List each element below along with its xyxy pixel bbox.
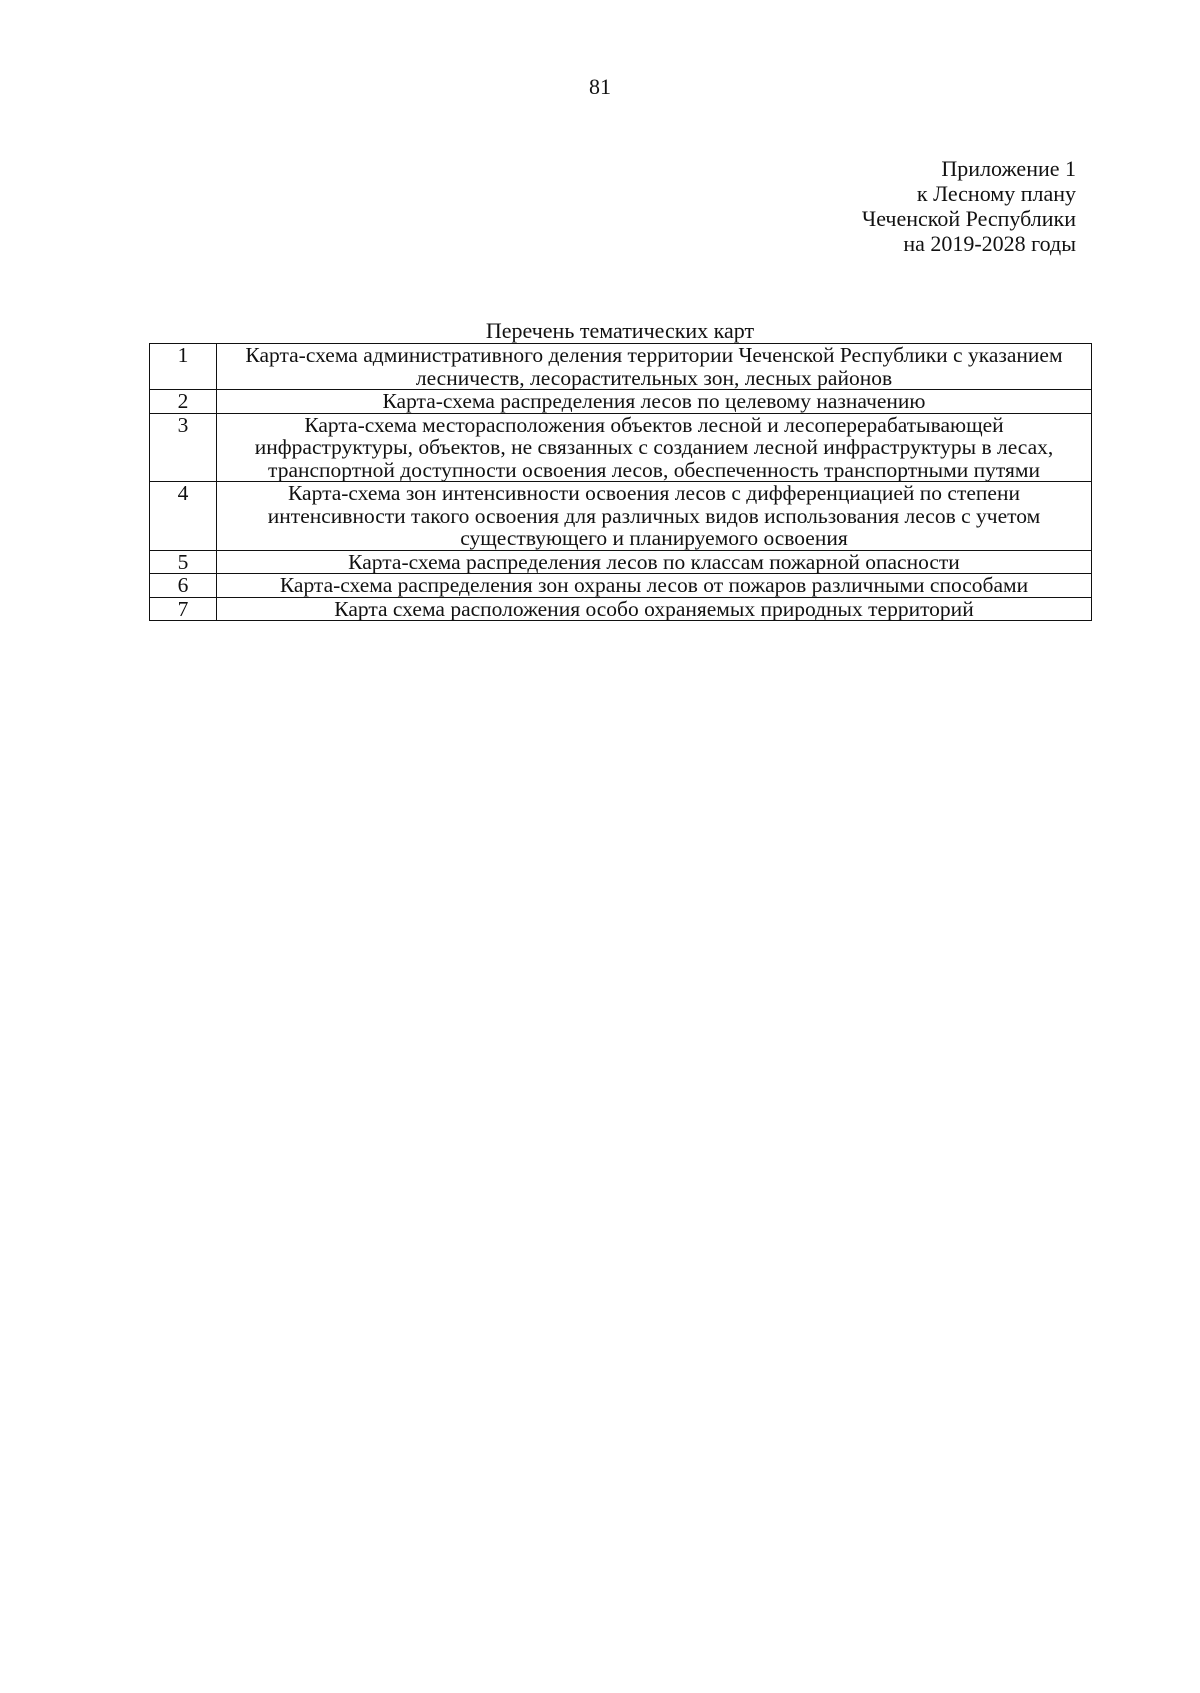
row-number: 4	[150, 482, 217, 551]
row-description: Карта-схема распределения зон охраны лесов от пожаров различными способами	[217, 574, 1092, 598]
table-row	[150, 574, 1092, 598]
row-description: Карта-схема месторасположения объектов лесной и лесоперерабатывающей инфраструктуры, объектов, не связанных с созданием лесной инфраструктуры в лесах, транспортной доступности освоения лесов, обеспеченность транспортными путями	[217, 413, 1092, 482]
appendix-line-4: на 2019-2028 годы	[903, 231, 1076, 256]
appendix-header	[862, 156, 1076, 256]
row-description: Карта-схема распределения лесов по классам пожарной опасности	[217, 550, 1092, 574]
row-description: Карта схема расположения особо охраняемых природных территорий	[217, 597, 1092, 621]
row-number: 1	[150, 344, 217, 390]
table-row	[150, 597, 1092, 621]
row-number: 2	[150, 390, 217, 414]
table-row	[150, 344, 1092, 390]
list-title: Перечень тематических карт	[485, 318, 755, 343]
appendix-line-2: к Лесному плану	[916, 181, 1076, 206]
table-row	[150, 413, 1092, 482]
row-number: 5	[150, 550, 217, 574]
thematic-maps-table	[149, 343, 1092, 621]
table-row	[150, 482, 1092, 551]
row-description: Карта-схема распределения лесов по целевому назначению	[217, 390, 1092, 414]
page-number: 81	[589, 74, 611, 99]
table-row	[150, 550, 1092, 574]
row-number: 7	[150, 597, 217, 621]
appendix-line-1: Приложение 1	[941, 156, 1076, 181]
row-number: 6	[150, 574, 217, 598]
table-row	[150, 390, 1092, 414]
row-description: Карта-схема административного деления территории Чеченской Республики с указанием лесничеств, лесорастительных зон, лесных районов	[217, 344, 1092, 390]
appendix-line-3: Чеченской Республики	[861, 206, 1076, 231]
row-description: Карта-схема зон интенсивности освоения лесов с дифференциацией по степени интенсивности такого освоения для различных видов использования лесов с учетом существующего и планируемого освоения	[217, 482, 1092, 551]
row-number: 3	[150, 413, 217, 482]
